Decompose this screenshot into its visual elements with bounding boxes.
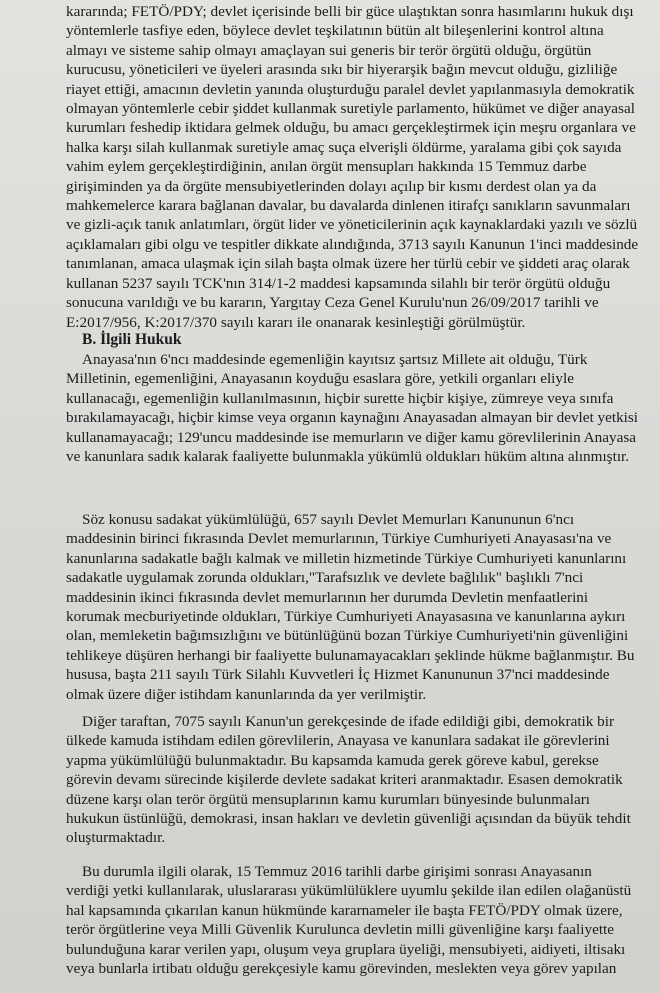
text-line: tanımlanan, amaca ulaşmak için silah başta olmak üzere her türlü cebir ve şiddeti araç olarak (66, 255, 630, 273)
text-line: olan, memleketin bağımsızlığını ve bütünlüğünü bozan Türkiye Cumhuriyeti'nin güvenliğini (66, 627, 629, 645)
text-line: yöntemlerle tasfiye eden, böylece devlet teşkilatının bütün alt bileşenlerini kontrol altına (66, 22, 604, 40)
text-line: ve gizli-açık tanık anlatımları, örgüt lider ve yöneticilerinin açık kaynaklardaki yazılı ve sözlü (66, 216, 638, 234)
text-line: Milletinin, egemenliğini, Anayasanın koyduğu esaslara göre, yetkili organları eliyle (66, 370, 574, 388)
text-line: hususa, başta 211 sayılı Türk Silahlı Kuvvetleri İç Hizmet Kanununun 37'nci maddesinde (66, 666, 610, 684)
text-line: olmayan yöntemlerle cebir şiddet kullanmak suretiyle parlamento, hükümet ve diğer anayasal (66, 100, 635, 118)
text-line: oluşturmaktadır. (66, 829, 166, 847)
paragraph-decision-summary (66, 2, 644, 332)
text-line: E:2017/956, K:2017/370 sayılı kararı ile onanarak kesinleştiği görülmüştür. (66, 313, 526, 331)
text-line: Söz konusu sadakat yükümlülüğü, 657 sayılı Devlet Memurları Kanununun 6'ncı (82, 511, 575, 528)
text-line: yapma yükümlülüğü bulunmaktadır. Bu kapsamda kamuda gerek göreve kabul, gerekse (66, 751, 599, 769)
text-line: Anayasa'nın 6'ncı maddesinde egemenliğin kayıtsız şartsız Millete ait olduğu, Türk (82, 351, 588, 368)
paragraph-loyalty-obligation (66, 510, 644, 704)
text-line: kurumları feshedip iktidara gelmek olduğu, bu amacı gerçekleştirmek için meşru organlara ve (66, 119, 636, 137)
text-line: tehlikeye düşüren herhangi bir faaliyette bulunamayacakları şeklinde hükme bağlanmıştır. Bu (66, 646, 635, 664)
text-line: verdiği yetki kullanılarak, uluslararası yükümlülüklere uyumlu şekilde ilan edilen olağanüstü (66, 882, 632, 900)
text-line: hal kapsamında çıkarılan kanun hükmünde kararnameler ile başta FETÖ/PDY olmak üzere, (66, 901, 623, 919)
text-line: ülkede kamuda istihdam edilen görevlilerin, Anayasa ve kanunlara sadakat ile görevlerini (66, 732, 610, 750)
text-line: Diğer taraftan, 7075 sayılı Kanun'un gerekçesinde de ifade edildiği gibi, demokratik bir (82, 713, 615, 730)
text-line: halka karşı silah kullanmak suretiyle amaç suça elverişli öldürme, yaralama gibi çok sayıda (66, 138, 622, 156)
text-line: düzene karşı olan terör örgütü mensuplarının kamu kurumları bünyesinde bulunmaları (66, 790, 590, 808)
text-line: hukukun üstünlüğü, demokrasi, insan hakları ve devletin güvenliği açısından da büyük tehdit (66, 810, 631, 828)
text-line: kullanacağı, egemenliğin kullanılmasının, hiçbir surette hiçbir kişiye, zümreye veya sınıfa (66, 389, 614, 407)
text-line: Bu durumla ilgili olarak, 15 Temmuz 2016 tarihli darbe girişimi sonrası Anayasanın (82, 863, 592, 880)
paragraph-law-7075 (66, 712, 644, 848)
text-line: olmak üzere diğer istihdam kanunlarında da yer verilmiştir. (66, 685, 427, 703)
text-line: kanunlarına sadakatle bağlı kalmak ve milletin hizmetinde Türkiye Cumhuriyeti kanunlarını (66, 549, 627, 567)
text-line: terör örgütlerine veya Milli Güvenlik Kurulunca devletin milli güvenliğine karşı faaliyette (66, 921, 615, 939)
text-line: mahkemelerce karara bağlanan davalar, bu davalarda dinlenen itirafçı sanıkların savunmaları (66, 197, 631, 215)
text-line: bulunduğuna karar verilen yapı, oluşum veya gruplara üyeliği, mensubiyeti, aidiyeti, iltisakı (66, 940, 626, 958)
text-line: veya bunlarla irtibatı olduğu gerekçesiyle kamu görevinden, meslekten veya görev yapılan (66, 960, 617, 978)
paragraph-constitution (66, 350, 644, 466)
text-line: kullanamayacağı; 129'uncu maddesinde ise memurların ve diğer kamu görevlilerinin Anayasa (66, 428, 636, 446)
text-line: riayet ettiği, amacının devletin yanında oluşturduğu paralel devlet yapılanmasıyla demokratik (66, 80, 635, 98)
text-line: girişiminden ya da örgüte mensubiyetlerinden dolayı açılıp bir kısmı derdest olan ya da (66, 177, 597, 195)
text-line: vahim eylem gerçekleştirdiğinin, anılan örgüt mensupları hakkında 15 Temmuz darbe (66, 158, 587, 176)
text-line: sonucuna varıldığı ve bu kararın, Yargıtay Ceza Genel Kurulu'nun 26/09/2017 tarihli ve (66, 294, 599, 312)
text-line: almayı ve sisteme sahip olmayı amaçlayan sui generis bir terör örgütü olduğu, örgütün (66, 41, 592, 59)
text-line: kullanan 5237 sayılı TCK'nın 314/1-2 maddesi kapsamında silahlı bir terör örgütü olduğu (66, 274, 611, 292)
text-line: ve kanunlara sadık kalarak faaliyette bulunmakla yükümlü oldukları hüküm altına alınmıştır. (66, 448, 630, 466)
text-line: sadakatle uygulamak zorunda oldukları,"Tarafsızlık ve devlete bağlılık" başlıklı 7'nci (66, 569, 584, 587)
text-line: korumak mecburiyetinde oldukları, Türkiye Cumhuriyeti Anayasasına ve kanunlarına aykırı (66, 608, 626, 626)
text-line: kurucusu, yöneticileri ve üyeleri arasında sıkı bir hiyerarşik bağın mevcut olduğu, gizliliğe (66, 61, 618, 79)
paragraph-state-of-emergency (66, 862, 644, 978)
section-heading: B. İlgili Hukuk (82, 331, 182, 348)
text-line: maddesinin ikinci fıkrasında devlet memurlarının her durumda Devletin menfaatlerini (66, 588, 589, 606)
text-line: açıklamaları gibi olgu ve tespitler dikkate alındığında, 3713 sayılı Kanunun 1'inci maddesinde (66, 235, 639, 253)
text-line: görevin devamı sürecinde kişilerde devlete sadakat kriteri aranmaktadır. Esasen demokratik (66, 771, 623, 789)
text-line: kararında; FETÖ/PDY; devlet içerisinde belli bir güce ulaştıktan sonra hasımlarını hukuk dışı (66, 3, 634, 20)
text-line: bırakılamayacağı, hiçbir kimse veya organın kaynağını Anayasadan almayan bir devlet yetkisi (66, 409, 639, 427)
text-line: maddesinin birinci fıkrasında Devlet memurlarının, Türkiye Cumhuriyeti Anayasası'na ve (66, 530, 612, 548)
